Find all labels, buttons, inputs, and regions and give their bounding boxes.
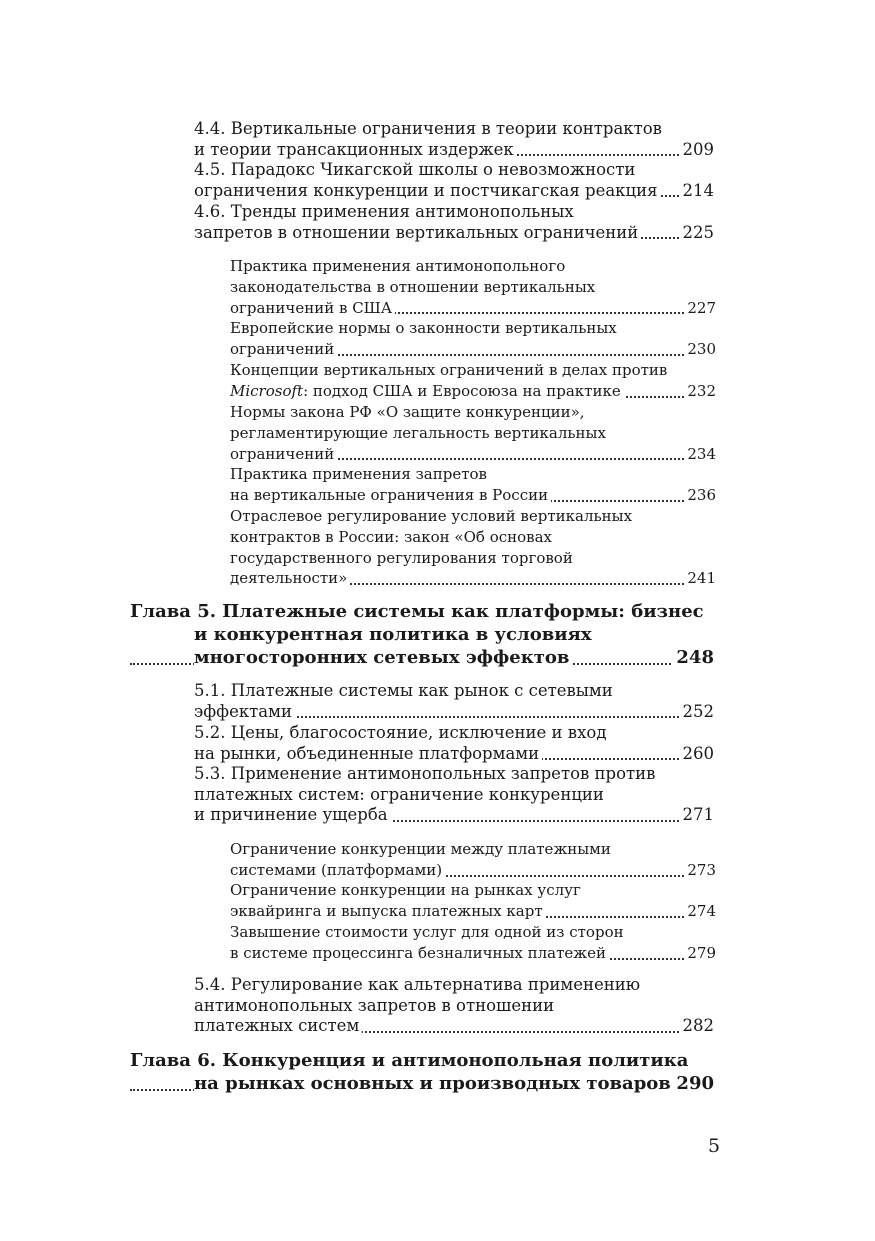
toc-entry-4-4[interactable] <box>194 119 714 160</box>
toc-line: многосторонних сетевых эффектов 248 <box>130 646 714 669</box>
toc-entry-5-3[interactable] <box>194 764 714 826</box>
toc-line: Ограничение конкуренции между платежными <box>230 839 716 860</box>
toc-subentry-4-6-a[interactable] <box>230 256 716 318</box>
toc-line: 4.5. Парадокс Чикагской школы о невозможности <box>194 160 714 181</box>
toc-line: Microsoft: подход США и Евросоюза на практике 232 <box>230 381 716 400</box>
toc-line: и конкурентная политика в условиях <box>130 623 714 646</box>
page-ref: 232 <box>684 381 716 402</box>
toc-line: 5.2. Цены, благосостояние, исключение и вход <box>194 723 714 744</box>
toc-line: деятельности» 241 <box>230 569 716 588</box>
toc-line: на вертикальные ограничения в России 236 <box>230 485 716 504</box>
toc-line: Отраслевое регулирование условий вертикальных <box>230 506 716 527</box>
toc-line: на рынки, объединенные платформами 260 <box>194 743 714 763</box>
page-ref: 214 <box>680 181 715 202</box>
toc-line: на рынках основных и производных товаров 290 <box>130 1072 714 1095</box>
toc-line: регламентирующие легальность вертикальных <box>230 423 716 444</box>
toc-entry-5-4[interactable] <box>194 975 714 1037</box>
toc-line: 5.3. Применение антимонопольных запретов против <box>194 764 714 785</box>
toc-line: эффектами 252 <box>194 701 714 721</box>
toc-line: запретов в отношении вертикальных ограничений 225 <box>194 222 714 242</box>
page-ref: 225 <box>680 223 715 244</box>
toc-subentry-4-6-f[interactable] <box>230 506 716 589</box>
toc-subentry-4-6-b[interactable] <box>230 318 716 360</box>
toc-line: Европейские нормы о законности вертикальных <box>230 318 716 339</box>
page-ref: 236 <box>684 485 716 506</box>
toc-line: Завышение стоимости услуг для одной из сторон <box>230 922 716 943</box>
toc-entry-5-2[interactable] <box>194 723 714 764</box>
toc-line: законодательства в отношении вертикальных <box>230 277 716 298</box>
toc-subentry-5-3-b[interactable] <box>230 880 716 922</box>
toc-line: и причинение ущерба 271 <box>194 805 714 824</box>
toc-line: системами (платформами) 273 <box>230 860 716 879</box>
toc-line: ограничений 230 <box>230 339 716 358</box>
toc-line: Концепции вертикальных ограничений в делах против <box>230 360 716 381</box>
toc-line: антимонопольных запретов в отношении <box>194 996 714 1017</box>
toc-subentry-5-3-c[interactable] <box>230 922 716 964</box>
toc-chapter-5[interactable] <box>130 600 714 669</box>
page-ref: 260 <box>680 744 715 765</box>
toc-subentry-4-6-e[interactable] <box>230 464 716 506</box>
toc-entry-4-6[interactable] <box>194 202 714 243</box>
italic-term: Microsoft <box>230 381 304 400</box>
toc-line: ограничений 234 <box>230 444 716 463</box>
toc-subentry-4-6-d[interactable] <box>230 402 716 464</box>
toc-line: Ограничение конкуренции на рынках услуг <box>230 880 716 901</box>
page-ref: 209 <box>680 140 715 161</box>
page-ref: 230 <box>684 339 716 360</box>
toc-line: Нормы закона РФ «О защите конкуренции», <box>230 402 716 423</box>
toc-line: 4.4. Вертикальные ограничения в теории контрактов <box>194 119 714 140</box>
toc-line: Практика применения запретов <box>230 464 716 485</box>
page-ref: 248 <box>673 646 714 669</box>
toc-line: ограничений в США 227 <box>230 298 716 317</box>
page-ref: 241 <box>684 568 716 589</box>
page-ref: 252 <box>680 702 715 723</box>
toc-line: в системе процессинга безналичных платежей 279 <box>230 943 716 962</box>
toc-line: государственного регулирования торговой <box>230 548 716 569</box>
toc-line: 4.6. Тренды применения антимонопольных <box>194 202 714 223</box>
toc-subentry-4-6-c[interactable] <box>230 360 716 402</box>
toc-line: Практика применения антимонопольного <box>230 256 716 277</box>
toc-line: платежных систем: ограничение конкуренции <box>194 785 714 806</box>
toc-line: Глава 6. Конкуренция и антимонопольная политика <box>130 1049 714 1072</box>
toc-line: и теории трансакционных издержек 209 <box>194 139 714 159</box>
toc-line: эквайринга и выпуска платежных карт 274 <box>230 901 716 920</box>
page-ref: 227 <box>684 298 716 319</box>
toc-chapter-6[interactable] <box>130 1049 714 1095</box>
toc-line: контрактов в России: закон «Об основах <box>230 527 716 548</box>
page-ref: 273 <box>684 860 716 881</box>
page-number: 5 <box>708 1135 721 1157</box>
toc-subentry-5-3-a[interactable] <box>230 839 716 881</box>
toc-entry-5-1[interactable] <box>194 681 714 722</box>
toc-line: 5.4. Регулирование как альтернатива применению <box>194 975 714 996</box>
page-ref: 282 <box>680 1016 715 1037</box>
toc-entry-4-5[interactable] <box>194 160 714 201</box>
toc-line: ограничения конкуренции и постчикагская реакция 214 <box>194 180 714 200</box>
page-ref: 271 <box>680 805 715 826</box>
page-ref: 234 <box>684 444 716 465</box>
toc-line: Глава 5. Платежные системы как платформы: бизнес <box>130 600 714 623</box>
page-ref: 279 <box>684 943 716 964</box>
toc-line: платежных систем 282 <box>194 1016 714 1035</box>
page-ref: 290 <box>673 1072 714 1095</box>
page-ref: 274 <box>684 901 716 922</box>
toc-line: 5.1. Платежные системы как рынок с сетевыми <box>194 681 714 702</box>
